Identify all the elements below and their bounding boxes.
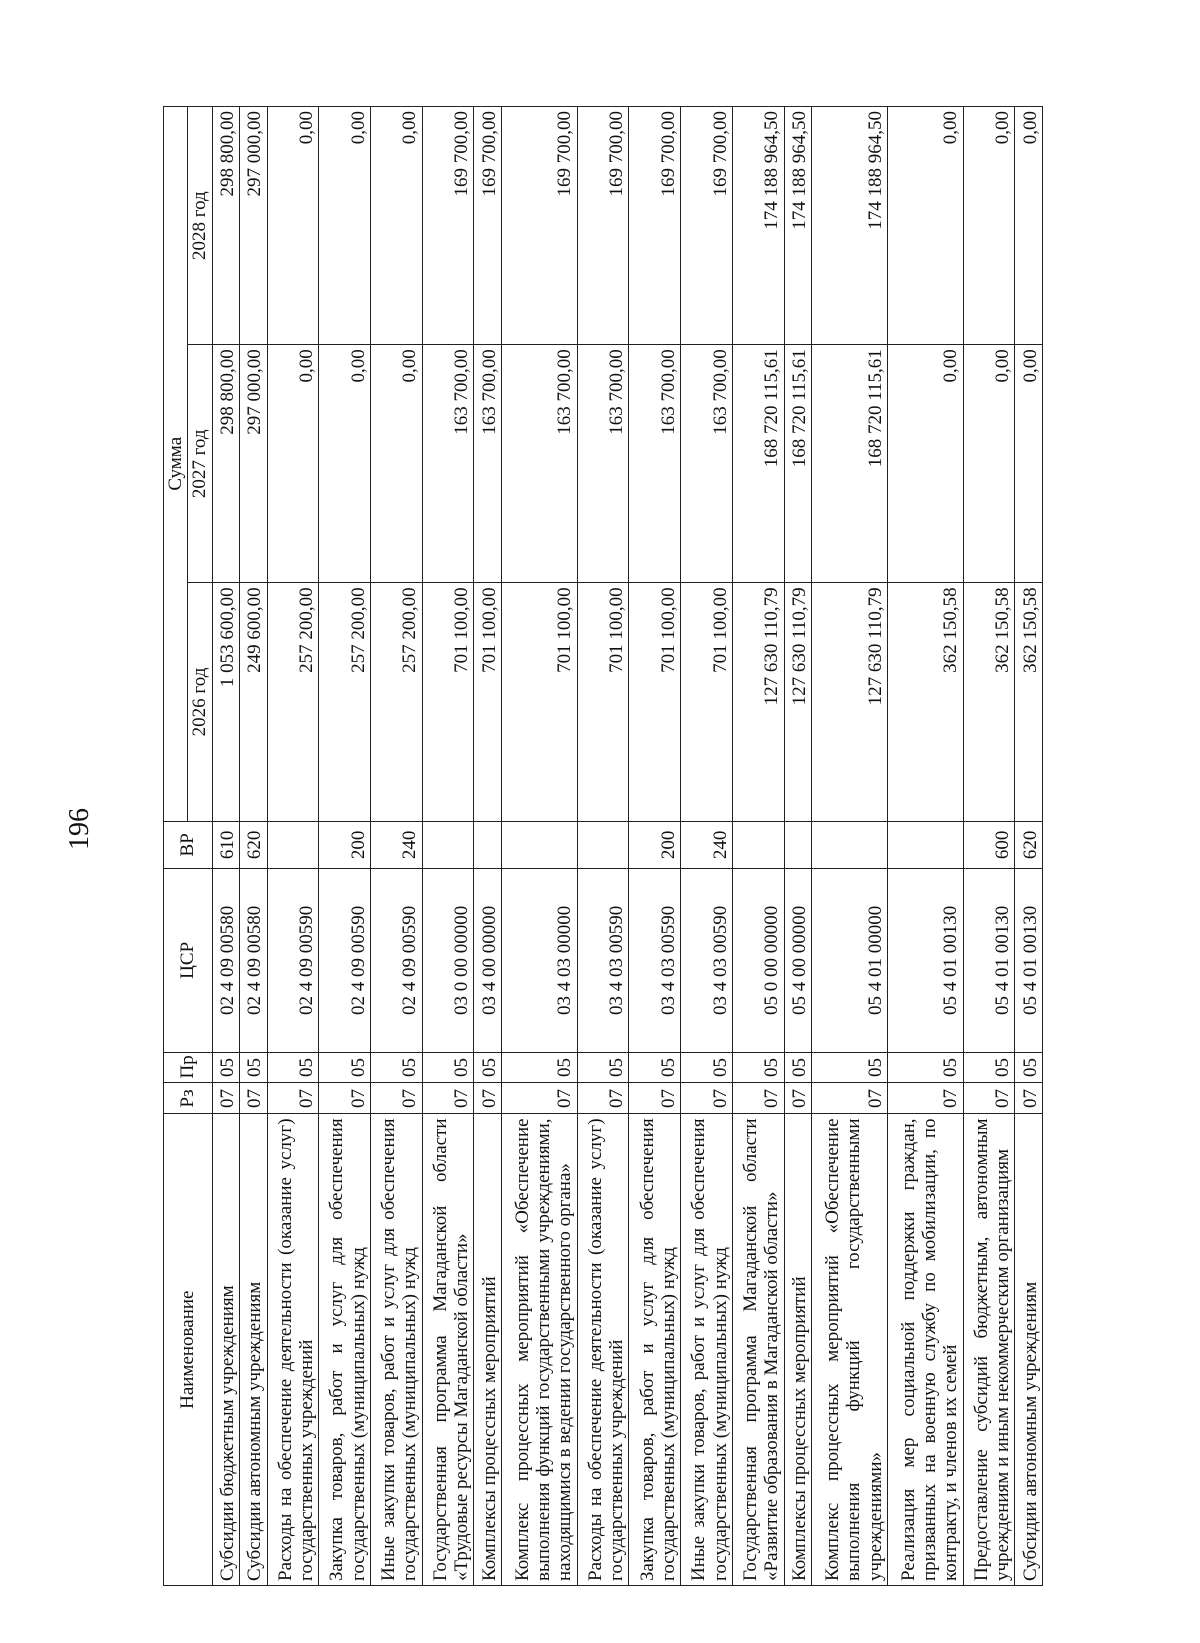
header-rz: Рз (164, 1083, 213, 1114)
cell-2028: 297 000,00 (240, 107, 268, 345)
cell-2026: 257 200,00 (267, 583, 319, 821)
header-name: Наименование (164, 1114, 213, 1586)
cell-pr: 05 (963, 1052, 1015, 1083)
cell-rz: 07 (681, 1083, 733, 1114)
cell-2027: 0,00 (963, 345, 1015, 583)
cell-2028: 0,00 (887, 107, 963, 345)
cell-2027: 0,00 (887, 345, 963, 583)
cell-csr: 03 4 03 00000 (501, 869, 577, 1052)
cell-name: Государственная программа Магаданской области «Трудовые ресурсы Магаданской области» (422, 1114, 474, 1586)
cell-vr: 240 (371, 821, 423, 869)
table-row (422, 107, 474, 1586)
cell-name: Закупка товаров, работ и услуг для обеспечения государственных (муниципальных) нужд (319, 1114, 371, 1586)
table-row (784, 107, 812, 1586)
table-row (1015, 107, 1043, 1586)
cell-2028: 0,00 (371, 107, 423, 345)
cell-pr: 05 (681, 1052, 733, 1083)
cell-pr: 05 (732, 1052, 784, 1083)
cell-vr: 620 (240, 821, 268, 869)
table-row (732, 107, 784, 1586)
cell-pr: 05 (474, 1052, 502, 1083)
cell-2026: 701 100,00 (629, 583, 681, 821)
cell-2027: 163 700,00 (501, 345, 577, 583)
cell-csr: 02 4 09 00580 (240, 869, 268, 1052)
cell-rz: 07 (629, 1083, 681, 1114)
cell-pr: 05 (267, 1052, 319, 1083)
header-2026: 2026 год (188, 583, 212, 821)
cell-2026: 127 630 110,79 (784, 583, 812, 821)
cell-2028: 0,00 (319, 107, 371, 345)
cell-2027: 0,00 (1015, 345, 1043, 583)
cell-2026: 1 053 600,00 (212, 583, 240, 821)
cell-2026: 701 100,00 (474, 583, 502, 821)
cell-name: Закупка товаров, работ и услуг для обеспечения государственных (муниципальных) нужд (629, 1114, 681, 1586)
cell-2028: 169 700,00 (577, 107, 629, 345)
cell-csr: 05 4 01 00130 (1015, 869, 1043, 1052)
cell-csr: 05 4 00 00000 (784, 869, 812, 1052)
cell-rz: 07 (812, 1083, 888, 1114)
cell-csr: 05 4 01 00130 (963, 869, 1015, 1052)
cell-2027: 168 720 115,61 (812, 345, 888, 583)
table-row (240, 107, 268, 1586)
cell-2026: 257 200,00 (319, 583, 371, 821)
cell-name: Иные закупки товаров, работ и услуг для обеспечения государственных (муниципальных) нужд (371, 1114, 423, 1586)
table-row (212, 107, 240, 1586)
cell-2026: 362 150,58 (887, 583, 963, 821)
cell-name: Комплекс процессных мероприятий «Обеспечение выполнения функций государственными учреждениями» (812, 1114, 888, 1586)
cell-rz: 07 (474, 1083, 502, 1114)
cell-2028: 174 188 964,50 (812, 107, 888, 345)
cell-2028: 0,00 (1015, 107, 1043, 345)
cell-pr: 05 (812, 1052, 888, 1083)
cell-pr: 05 (784, 1052, 812, 1083)
cell-pr: 05 (371, 1052, 423, 1083)
cell-name: Комплексы процессных мероприятий (474, 1114, 502, 1586)
table-row (319, 107, 371, 1586)
cell-vr: 200 (629, 821, 681, 869)
cell-rz: 07 (319, 1083, 371, 1114)
cell-2027: 0,00 (267, 345, 319, 583)
cell-name: Иные закупки товаров, работ и услуг для обеспечения государственных (муниципальных) нужд (681, 1114, 733, 1586)
cell-pr: 05 (1015, 1052, 1043, 1083)
cell-2026: 701 100,00 (577, 583, 629, 821)
cell-pr: 05 (501, 1052, 577, 1083)
cell-rz: 07 (267, 1083, 319, 1114)
cell-name: Субсидии автономным учреждениям (1015, 1114, 1043, 1586)
cell-2028: 298 800,00 (212, 107, 240, 345)
cell-2027: 168 720 115,61 (784, 345, 812, 583)
cell-rz: 07 (371, 1083, 423, 1114)
cell-2027: 163 700,00 (681, 345, 733, 583)
header-pr: Пр (164, 1052, 213, 1083)
cell-2027: 297 000,00 (240, 345, 268, 583)
cell-2026: 362 150,58 (963, 583, 1015, 821)
cell-pr: 05 (240, 1052, 268, 1083)
table-row (887, 107, 963, 1586)
cell-2026: 701 100,00 (422, 583, 474, 821)
cell-pr: 05 (212, 1052, 240, 1083)
table-row (474, 107, 502, 1586)
cell-name: Комплексы процессных мероприятий (784, 1114, 812, 1586)
cell-2026: 701 100,00 (501, 583, 577, 821)
cell-csr: 03 4 03 00590 (681, 869, 733, 1052)
cell-csr: 02 4 09 00590 (319, 869, 371, 1052)
cell-vr (267, 821, 319, 869)
cell-2027: 163 700,00 (422, 345, 474, 583)
cell-2027: 298 800,00 (212, 345, 240, 583)
cell-csr: 03 0 00 00000 (422, 869, 474, 1052)
cell-2027: 163 700,00 (629, 345, 681, 583)
cell-pr: 05 (422, 1052, 474, 1083)
cell-pr: 05 (319, 1052, 371, 1083)
cell-pr: 05 (577, 1052, 629, 1083)
cell-rz: 07 (240, 1083, 268, 1114)
cell-2028: 169 700,00 (422, 107, 474, 345)
cell-csr: 02 4 09 00590 (371, 869, 423, 1052)
cell-rz: 07 (212, 1083, 240, 1114)
cell-pr: 05 (887, 1052, 963, 1083)
cell-2026: 127 630 110,79 (732, 583, 784, 821)
header-2027: 2027 год (188, 345, 212, 583)
cell-2028: 174 188 964,50 (784, 107, 812, 345)
cell-name: Субсидии автономным учреждениям (240, 1114, 268, 1586)
cell-2028: 169 700,00 (474, 107, 502, 345)
cell-name: Предоставление субсидий бюджетным, автономным учреждениям и иным некоммерческим организациям (963, 1114, 1015, 1586)
cell-2026: 257 200,00 (371, 583, 423, 821)
cell-rz: 07 (577, 1083, 629, 1114)
table-header (164, 107, 213, 1586)
cell-2028: 169 700,00 (629, 107, 681, 345)
cell-2026: 362 150,58 (1015, 583, 1043, 821)
cell-vr: 600 (963, 821, 1015, 869)
header-csr: ЦСР (164, 869, 213, 1052)
cell-vr (474, 821, 502, 869)
cell-2028: 0,00 (267, 107, 319, 345)
cell-csr: 02 4 09 00590 (267, 869, 319, 1052)
cell-name: Расходы на обеспечение деятельности (оказание услуг) государственных учреждений (577, 1114, 629, 1586)
cell-vr (577, 821, 629, 869)
cell-name: Реализация мер социальной поддержки граждан, призванных на военную службу по мобилизации, по контракту, и членов их семей (887, 1114, 963, 1586)
cell-vr (732, 821, 784, 869)
cell-csr: 05 4 01 00000 (812, 869, 888, 1052)
cell-rz: 07 (422, 1083, 474, 1114)
page-number: 196 (64, 808, 95, 850)
cell-2027: 0,00 (371, 345, 423, 583)
cell-rz: 07 (963, 1083, 1015, 1114)
rotated-table-container (163, 106, 1043, 1586)
table-row (963, 107, 1015, 1586)
cell-rz: 07 (732, 1083, 784, 1114)
cell-rz: 07 (501, 1083, 577, 1114)
table-row (371, 107, 423, 1586)
cell-2028: 0,00 (963, 107, 1015, 345)
cell-csr: 02 4 09 00580 (212, 869, 240, 1052)
cell-2027: 0,00 (319, 345, 371, 583)
cell-rz: 07 (887, 1083, 963, 1114)
header-2028: 2028 год (188, 107, 212, 345)
table-row (267, 107, 319, 1586)
cell-2026: 249 600,00 (240, 583, 268, 821)
cell-pr: 05 (629, 1052, 681, 1083)
cell-name: Расходы на обеспечение деятельности (оказание услуг) государственных учреждений (267, 1114, 319, 1586)
cell-vr: 200 (319, 821, 371, 869)
header-vr: ВР (164, 821, 213, 869)
cell-vr (501, 821, 577, 869)
cell-name: Субсидии бюджетным учреждениям (212, 1114, 240, 1586)
cell-2027: 163 700,00 (577, 345, 629, 583)
cell-name: Комплекс процессных мероприятий «Обеспечение выполнения функций государственными учреждениями, находящимися в ведении государственного органа» (501, 1114, 577, 1586)
cell-vr (784, 821, 812, 869)
cell-vr (887, 821, 963, 869)
cell-2026: 701 100,00 (681, 583, 733, 821)
table-row (681, 107, 733, 1586)
header-sum: Сумма (164, 107, 188, 822)
cell-csr: 03 4 03 00590 (629, 869, 681, 1052)
table-row (501, 107, 577, 1586)
cell-vr: 240 (681, 821, 733, 869)
cell-name: Государственная программа Магаданской области «Развитие образования в Магаданской области» (732, 1114, 784, 1586)
cell-2027: 163 700,00 (474, 345, 502, 583)
cell-2028: 169 700,00 (501, 107, 577, 345)
cell-vr: 620 (1015, 821, 1043, 869)
table-row (812, 107, 888, 1586)
cell-rz: 07 (784, 1083, 812, 1114)
table-row (577, 107, 629, 1586)
table-body (212, 107, 1042, 1586)
cell-csr: 03 4 00 00000 (474, 869, 502, 1052)
cell-2028: 169 700,00 (681, 107, 733, 345)
cell-2026: 127 630 110,79 (812, 583, 888, 821)
table-row (629, 107, 681, 1586)
budget-table (163, 106, 1043, 1586)
cell-vr (422, 821, 474, 869)
cell-csr: 05 0 00 00000 (732, 869, 784, 1052)
cell-csr: 05 4 01 00130 (887, 869, 963, 1052)
cell-2027: 168 720 115,61 (732, 345, 784, 583)
cell-vr: 610 (212, 821, 240, 869)
cell-vr (812, 821, 888, 869)
cell-csr: 03 4 03 00590 (577, 869, 629, 1052)
cell-2028: 174 188 964,50 (732, 107, 784, 345)
cell-rz: 07 (1015, 1083, 1043, 1114)
